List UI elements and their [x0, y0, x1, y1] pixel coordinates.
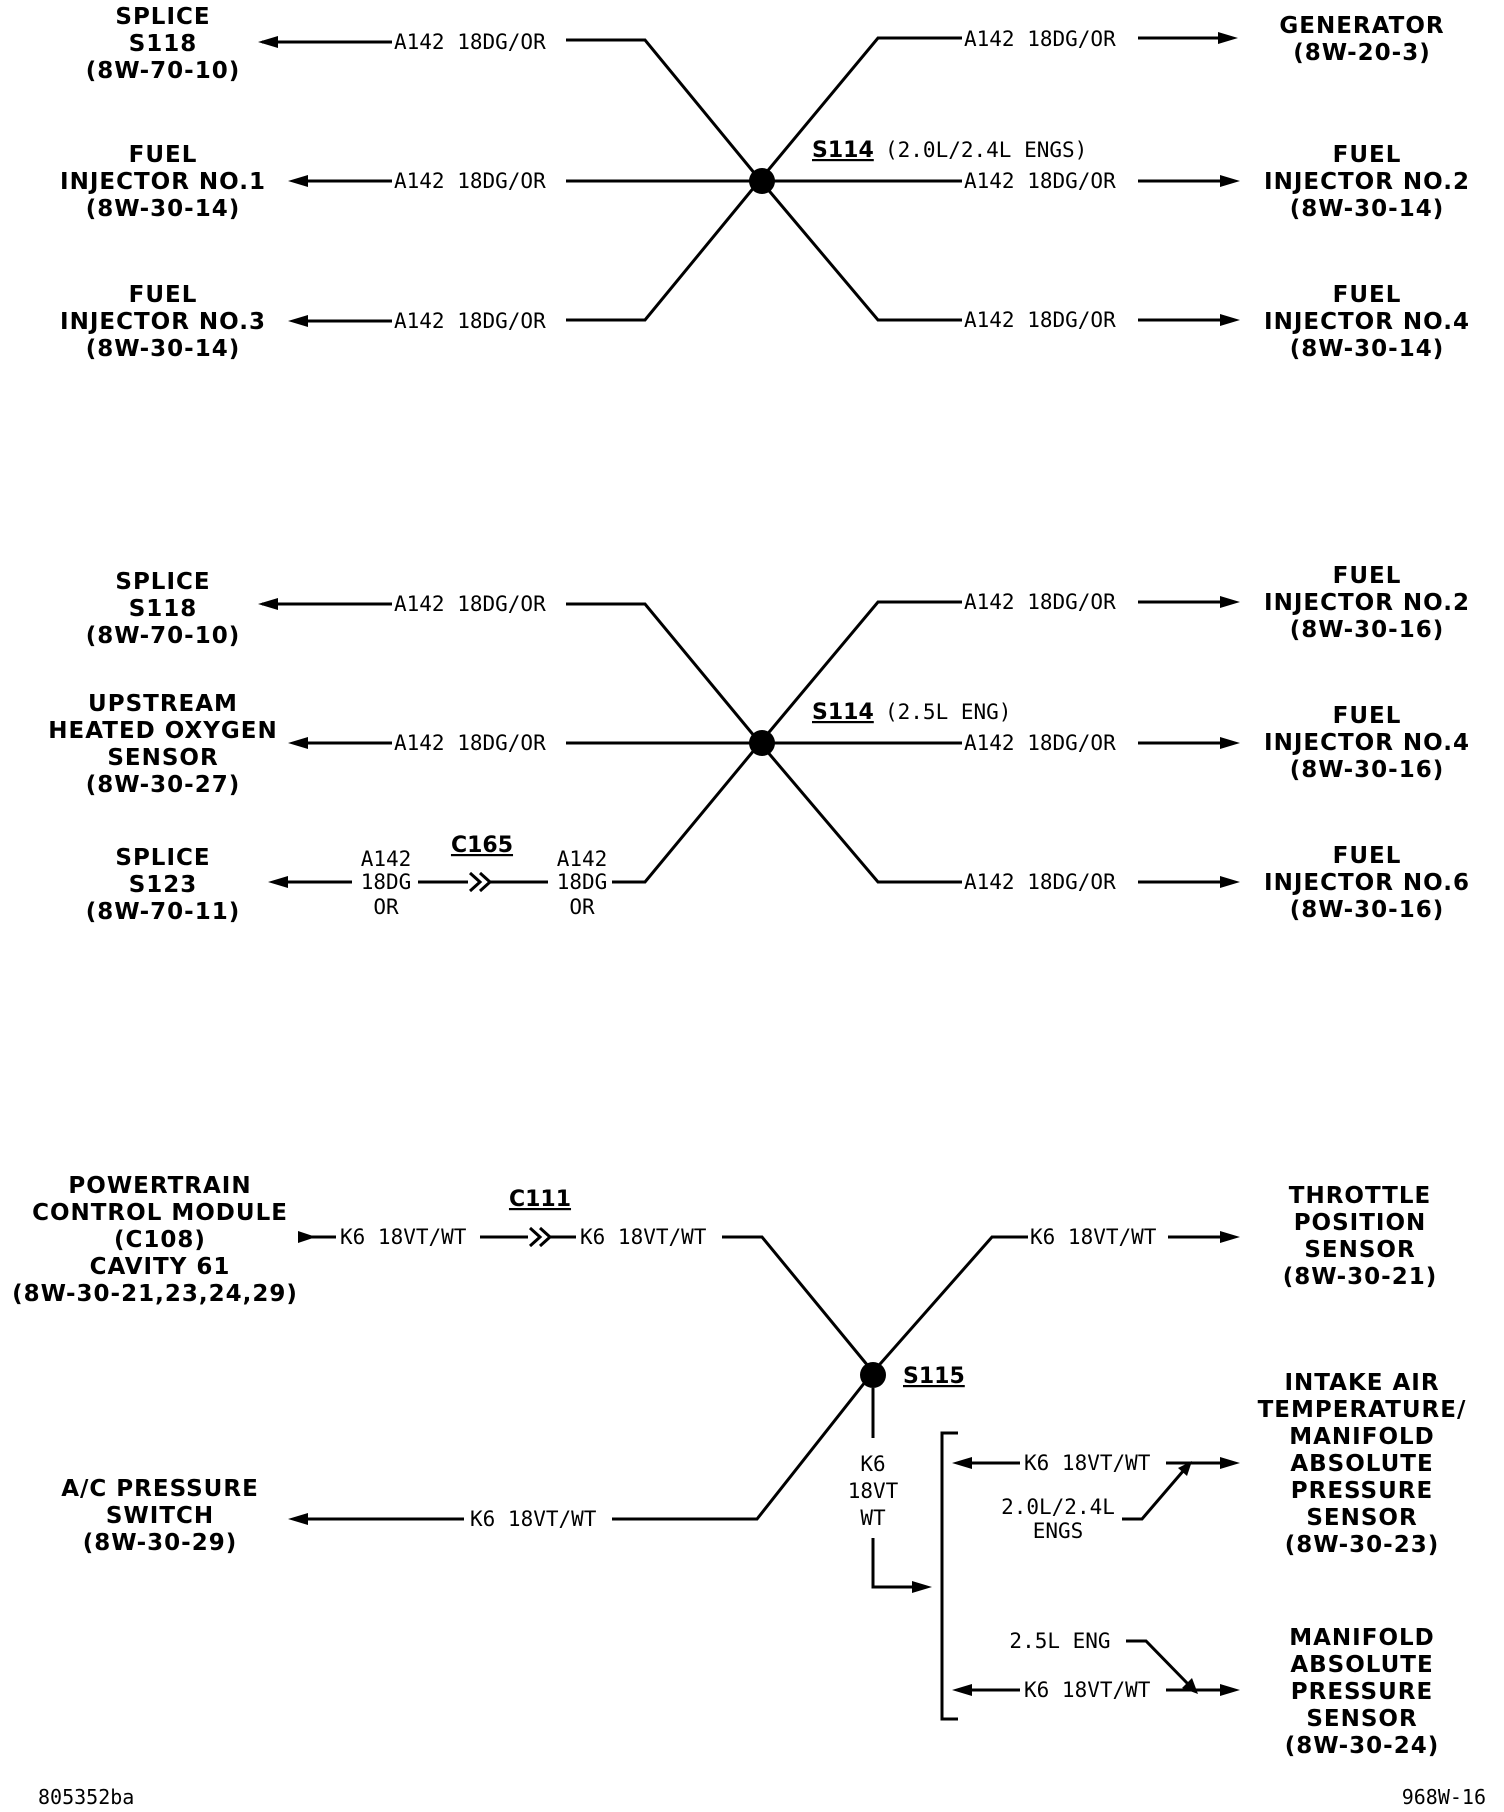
svg-text:(8W-70-10): (8W-70-10)	[85, 623, 241, 649]
svg-text:A142 18DG/OR: A142 18DG/OR	[964, 731, 1116, 755]
arrow-icon	[288, 315, 308, 327]
wire-right-3-b	[760, 743, 1240, 894]
svg-text:ABSOLUTE: ABSOLUTE	[1290, 1451, 1434, 1477]
right-label-generator	[1279, 13, 1444, 66]
arrow-icon	[258, 36, 278, 48]
svg-text:A/C PRESSURE: A/C PRESSURE	[61, 1476, 259, 1502]
svg-text:INJECTOR NO.1: INJECTOR NO.1	[60, 169, 266, 195]
right-label-fuel-injector-6	[1264, 843, 1470, 923]
right-label-fuel-injector-4-b	[1264, 703, 1470, 783]
svg-text:FUEL: FUEL	[1332, 142, 1402, 168]
svg-text:18DG: 18DG	[556, 870, 608, 894]
svg-text:FUEL: FUEL	[1332, 843, 1402, 869]
svg-text:A142 18DG/OR: A142 18DG/OR	[964, 169, 1116, 193]
svg-text:WT: WT	[860, 1506, 886, 1530]
svg-text:FUEL: FUEL	[128, 282, 198, 308]
svg-text:CONTROL MODULE: CONTROL MODULE	[32, 1200, 288, 1226]
svg-text:INTAKE AIR: INTAKE AIR	[1284, 1370, 1440, 1396]
svg-text:SENSOR: SENSOR	[1304, 1237, 1416, 1263]
arrow-icon	[268, 876, 288, 888]
connector-c111-icon	[530, 1228, 540, 1246]
arrow-icon	[952, 1457, 972, 1469]
arrow-icon	[288, 737, 308, 749]
splice-dot-s115	[860, 1362, 886, 1388]
left-label-splice-s118-b	[86, 569, 240, 649]
wire-pcm-with-connector	[298, 1187, 873, 1372]
section-s115	[12, 1173, 1466, 1759]
wire-right-2	[760, 169, 1240, 193]
svg-text:MANIFOLD: MANIFOLD	[1289, 1625, 1435, 1651]
svg-text:(8W-30-14): (8W-30-14)	[1289, 196, 1445, 222]
arrow-icon	[912, 1581, 932, 1593]
left-label-fuel-injector-1	[60, 142, 266, 222]
right-label-throttle-position-sensor	[1283, 1183, 1437, 1290]
svg-text:INJECTOR NO.4: INJECTOR NO.4	[1264, 730, 1470, 756]
svg-text:POSITION: POSITION	[1293, 1210, 1427, 1236]
svg-text:INJECTOR NO.2: INJECTOR NO.2	[1264, 590, 1470, 616]
svg-text:SWITCH: SWITCH	[105, 1503, 215, 1529]
splice-label-s115: S115	[903, 1364, 965, 1389]
wire-throttle-position	[873, 1225, 1240, 1372]
arrow-icon	[298, 1231, 316, 1243]
svg-text:(8W-30-14): (8W-30-14)	[85, 336, 241, 362]
svg-text:TEMPERATURE/: TEMPERATURE/	[1257, 1397, 1467, 1423]
arrow-icon	[1220, 876, 1240, 888]
right-label-fuel-injector-4	[1264, 282, 1470, 362]
wire-map-sensor	[952, 1629, 1240, 1702]
svg-text:SPLICE: SPLICE	[115, 4, 211, 30]
svg-text:K6 18VT/WT: K6 18VT/WT	[1030, 1225, 1157, 1249]
left-label-pcm	[12, 1173, 298, 1307]
arrow-icon	[1220, 737, 1240, 749]
svg-text:INJECTOR NO.3: INJECTOR NO.3	[60, 309, 266, 335]
left-label-splice-s118	[86, 4, 240, 84]
svg-text:A142 18DG/OR: A142 18DG/OR	[394, 592, 546, 616]
splice-label-s114: S114	[812, 138, 874, 163]
left-label-fuel-injector-3	[60, 282, 266, 362]
wire-ac-pressure	[288, 1372, 873, 1531]
svg-text:18VT: 18VT	[847, 1479, 899, 1503]
svg-text:ABSOLUTE: ABSOLUTE	[1290, 1652, 1434, 1678]
arrow-icon	[1220, 314, 1240, 326]
svg-text:HEATED OXYGEN: HEATED OXYGEN	[48, 718, 278, 744]
note-engs-2.0-2.4: 2.0L/2.4L	[1001, 1495, 1115, 1519]
svg-text:A142 18DG/OR: A142 18DG/OR	[394, 30, 546, 54]
splice-note: (2.0L/2.4L ENGS)	[885, 138, 1088, 162]
svg-text:MANIFOLD: MANIFOLD	[1289, 1424, 1435, 1450]
arrow-icon	[1220, 175, 1240, 187]
svg-text:A142: A142	[360, 847, 412, 871]
arrow-icon	[288, 1513, 308, 1525]
svg-text:K6 18VT/WT: K6 18VT/WT	[580, 1225, 707, 1249]
svg-text:INJECTOR NO.6: INJECTOR NO.6	[1264, 870, 1470, 896]
connector-label-c111: C111	[508, 1187, 572, 1212]
svg-text:(8W-30-14): (8W-30-14)	[85, 196, 241, 222]
arrow-icon	[1220, 1684, 1240, 1696]
svg-text:POWERTRAIN: POWERTRAIN	[68, 1173, 252, 1199]
svg-text:A142 18DG/OR: A142 18DG/OR	[394, 309, 546, 333]
svg-text:SPLICE: SPLICE	[115, 569, 211, 595]
svg-text:INJECTOR NO.4: INJECTOR NO.4	[1264, 309, 1470, 335]
arrow-icon	[258, 598, 278, 610]
svg-text:K6 18VT/WT: K6 18VT/WT	[470, 1507, 597, 1531]
svg-text:(8W-30-14): (8W-30-14)	[1289, 336, 1445, 362]
connector-label-c165: C165	[450, 833, 514, 858]
svg-text:K6 18VT/WT: K6 18VT/WT	[340, 1225, 467, 1249]
svg-text:S118: S118	[128, 31, 198, 57]
svg-text:(8W-30-16): (8W-30-16)	[1289, 897, 1445, 923]
svg-text:(8W-30-27): (8W-30-27)	[85, 772, 241, 798]
svg-text:FUEL: FUEL	[1332, 282, 1402, 308]
svg-text:SENSOR: SENSOR	[1306, 1706, 1418, 1732]
arrow-icon	[1218, 32, 1238, 44]
arrow-icon	[1220, 1457, 1240, 1469]
wire-left-3	[288, 180, 760, 333]
svg-text:A142 18DG/OR: A142 18DG/OR	[394, 169, 546, 193]
svg-text:UPSTREAM: UPSTREAM	[88, 691, 238, 717]
svg-text:(8W-20-3): (8W-20-3)	[1293, 40, 1431, 66]
svg-text:A142 18DG/OR: A142 18DG/OR	[964, 870, 1116, 894]
svg-text:SPLICE: SPLICE	[115, 845, 211, 871]
svg-text:(8W-30-21,23,24,29): (8W-30-21,23,24,29)	[12, 1281, 298, 1307]
right-label-fuel-injector-2-b	[1264, 563, 1470, 643]
svg-text:K6 18VT/WT: K6 18VT/WT	[1024, 1451, 1151, 1475]
wire-right-3	[760, 180, 1240, 332]
svg-text:CAVITY 61: CAVITY 61	[89, 1254, 231, 1280]
svg-text:K6 18VT/WT: K6 18VT/WT	[1024, 1678, 1151, 1702]
section-s114-2.5	[48, 563, 1470, 925]
wire-left-2	[288, 169, 760, 193]
svg-text:(8W-30-16): (8W-30-16)	[1289, 617, 1445, 643]
svg-text:(8W-30-23): (8W-30-23)	[1284, 1532, 1440, 1558]
right-label-fuel-injector-2	[1264, 142, 1470, 222]
svg-text:A142 18DG/OR: A142 18DG/OR	[394, 731, 546, 755]
svg-text:(8W-70-11): (8W-70-11)	[85, 899, 241, 925]
svg-text:INJECTOR NO.2: INJECTOR NO.2	[1264, 169, 1470, 195]
svg-text:(C108): (C108)	[114, 1227, 206, 1253]
svg-text:PRESSURE: PRESSURE	[1290, 1679, 1434, 1705]
svg-text:A142 18DG/OR: A142 18DG/OR	[964, 590, 1116, 614]
svg-text:(8W-30-16): (8W-30-16)	[1289, 757, 1445, 783]
wire-left-1-b	[258, 592, 760, 743]
svg-text:(8W-30-29): (8W-30-29)	[82, 1530, 238, 1556]
svg-text:K6: K6	[860, 1452, 886, 1476]
wire-vertical-s115	[848, 1388, 932, 1593]
svg-text:S123: S123	[128, 872, 198, 898]
svg-text:OR: OR	[569, 895, 595, 919]
arrow-icon	[1220, 596, 1240, 608]
arrow-icon	[952, 1684, 972, 1696]
svg-text:OR: OR	[373, 895, 399, 919]
right-label-iat-map-sensor	[1258, 1370, 1467, 1558]
svg-text:A142: A142	[556, 847, 608, 871]
wire-left-1	[258, 30, 760, 180]
svg-text:GENERATOR: GENERATOR	[1279, 13, 1445, 39]
svg-text:PRESSURE: PRESSURE	[1290, 1478, 1434, 1504]
wire-left-2-b	[288, 731, 760, 755]
svg-text:SENSOR: SENSOR	[1306, 1505, 1418, 1531]
splice-note-b: (2.5L ENG)	[885, 700, 1012, 724]
splice-label-s114-b: S114	[812, 700, 874, 725]
svg-text:A142 18DG/OR: A142 18DG/OR	[964, 27, 1116, 51]
arrow-icon	[1220, 1231, 1240, 1243]
arrow-icon	[288, 175, 308, 187]
wire-right-2-b	[760, 731, 1240, 755]
svg-text:FUEL: FUEL	[128, 142, 198, 168]
note-eng-2.5: 2.5L ENG	[1009, 1629, 1111, 1653]
option-bracket	[942, 1433, 958, 1719]
svg-text:S118: S118	[128, 596, 198, 622]
footer-left-code: 805352ba	[38, 1785, 135, 1809]
svg-text:FUEL: FUEL	[1332, 703, 1402, 729]
svg-text:(8W-70-10): (8W-70-10)	[85, 58, 241, 84]
svg-text:ENGS: ENGS	[1032, 1519, 1084, 1543]
section-s114-2.0-2.4	[60, 4, 1470, 362]
wire-iat-map-sensor	[952, 1451, 1240, 1543]
svg-text:THROTTLE: THROTTLE	[1288, 1183, 1432, 1209]
svg-text:18DG: 18DG	[360, 870, 412, 894]
connector-c165-icon	[470, 873, 480, 891]
svg-text:SENSOR: SENSOR	[107, 745, 219, 771]
footer-right-code: 968W-16	[1401, 1785, 1486, 1809]
svg-text:A142 18DG/OR: A142 18DG/OR	[964, 308, 1116, 332]
right-label-map-sensor	[1285, 1625, 1439, 1759]
svg-text:(8W-30-21): (8W-30-21)	[1282, 1264, 1438, 1290]
left-label-ac-pressure-switch	[61, 1476, 259, 1556]
left-label-upstream-o2-sensor	[48, 691, 277, 798]
wire-left-3-b-with-connector	[268, 743, 760, 919]
svg-text:FUEL: FUEL	[1332, 563, 1402, 589]
left-label-splice-s123	[86, 845, 240, 925]
svg-text:(8W-30-24): (8W-30-24)	[1284, 1733, 1440, 1759]
